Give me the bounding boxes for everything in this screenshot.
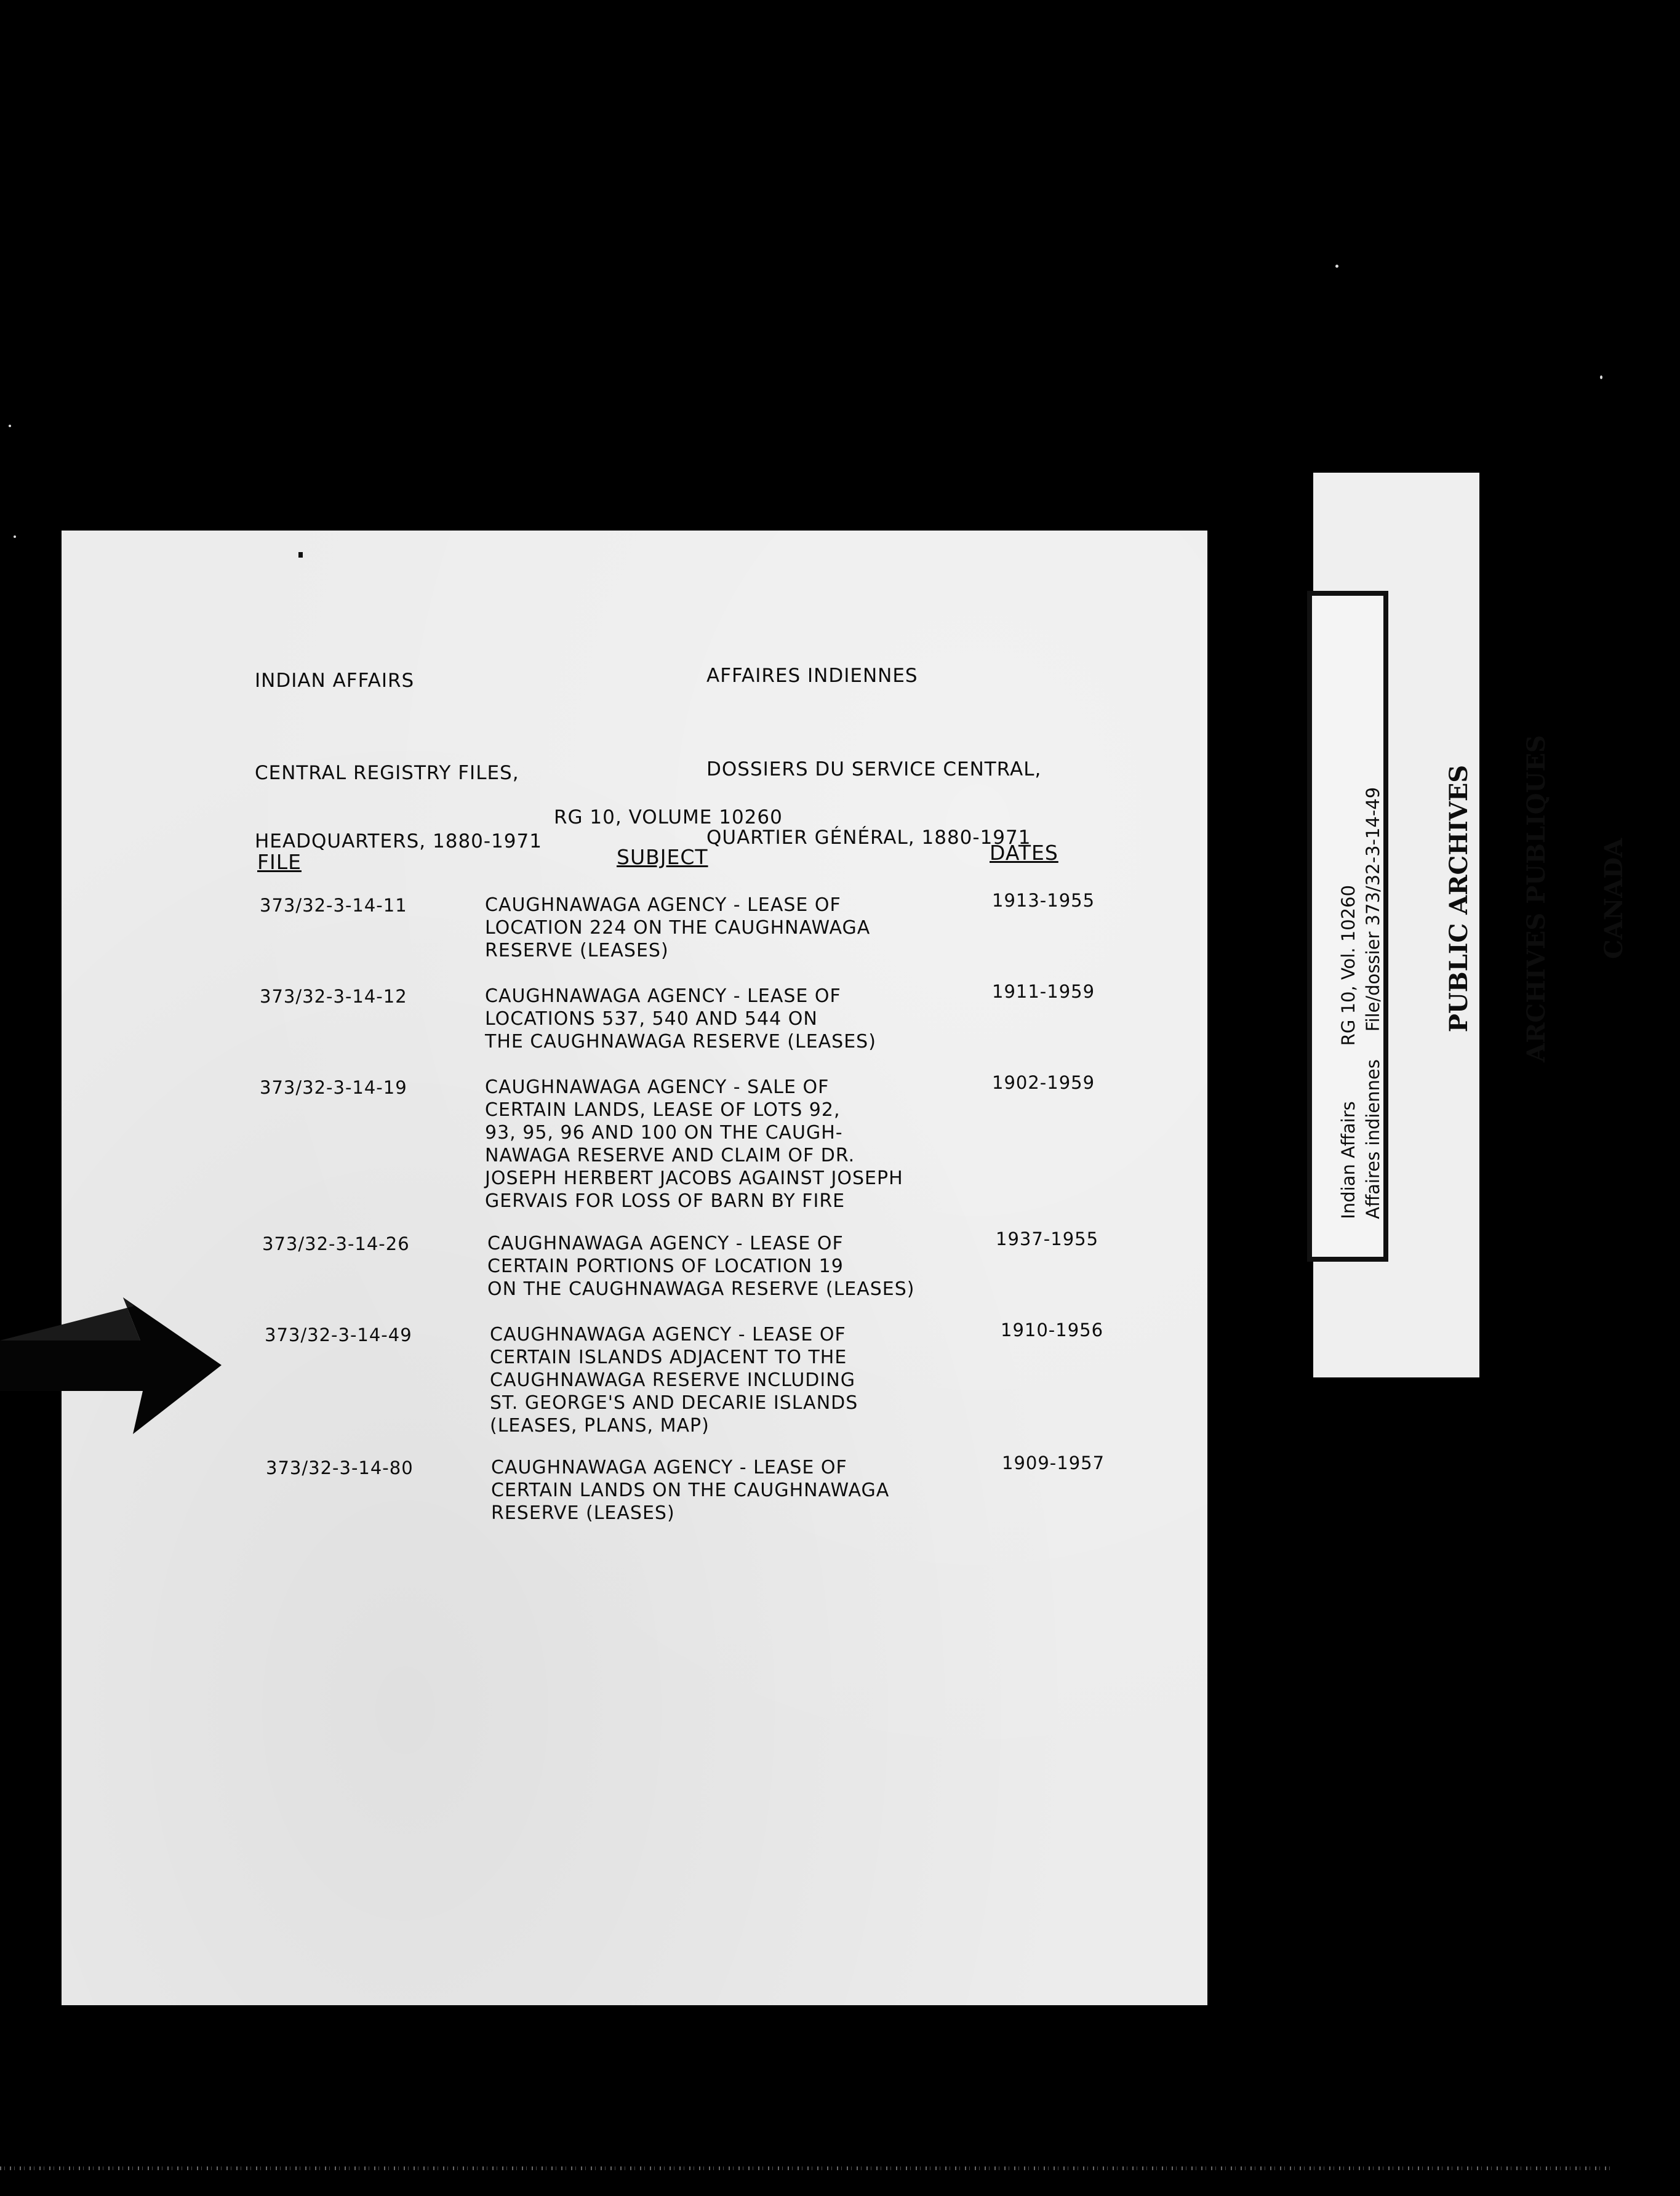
row-subject: CAUGHNAWAGA AGENCY - SALE OF CERTAIN LANDS, LEASE OF LOTS 92, 93, 95, 96 AND 100 ON THE CAUGH- NAWAGA RESERVE AND CLAIM OF DR. JOSEPH HERBERT JACOBS AGAINST JOSEPH GERVAIS FOR LOSS OF BARN BY FIRE xyxy=(485,1076,903,1212)
volume-title: RG 10, VOLUME 10260 xyxy=(554,806,783,828)
archive-line3: CANADA xyxy=(1599,838,1628,960)
table-row xyxy=(266,1453,1140,1531)
archive-line1: PUBLIC ARCHIVES xyxy=(1444,764,1473,1033)
column-header-subject: SUBJECT xyxy=(617,845,708,869)
arrow-right-icon xyxy=(0,1292,228,1440)
label-rg-volume: RG 10, Vol. 10260 xyxy=(1338,884,1359,1046)
row-file: 373/32-3-14-26 xyxy=(262,1233,410,1254)
table-row xyxy=(260,1072,1134,1219)
column-header-file: FILE xyxy=(257,850,302,874)
table-row xyxy=(260,981,1134,1060)
scan-speck xyxy=(14,535,16,538)
scan-speck xyxy=(1600,375,1602,379)
row-file: 373/32-3-14-11 xyxy=(260,895,407,916)
archive-label-box xyxy=(1307,591,1388,1262)
row-dates: 1937-1955 xyxy=(996,1228,1099,1249)
row-dates: 1909-1957 xyxy=(1002,1453,1105,1473)
document-sheet xyxy=(62,531,1207,2005)
row-dates: 1910-1956 xyxy=(1001,1320,1104,1340)
table-row xyxy=(265,1320,1138,1441)
row-file: 373/32-3-14-19 xyxy=(260,1077,407,1098)
archive-stamp xyxy=(1394,726,1679,1071)
table-row xyxy=(262,1228,1136,1307)
row-subject: CAUGHNAWAGA AGENCY - LEASE OF LOCATIONS 537, 540 AND 544 ON THE CAUGHNAWAGA RESERVE (LEASES) xyxy=(485,985,876,1052)
label-indian-affairs: Indian Affairs xyxy=(1338,1101,1359,1219)
scan-speck xyxy=(9,425,11,427)
header-english: INDIAN AFFAIRS xyxy=(255,670,415,692)
archive-line2: ARCHIVES PUBLIQUES xyxy=(1522,735,1551,1062)
row-file: 373/32-3-14-49 xyxy=(265,1324,412,1345)
row-dates: 1913-1955 xyxy=(992,890,1095,911)
row-subject: CAUGHNAWAGA AGENCY - LEASE OF LOCATION 224 ON THE CAUGHNAWAGA RESERVE (LEASES) xyxy=(485,894,871,961)
registry-french-line2: QUARTIER GÉNÉRAL, 1880-1971 xyxy=(706,827,1031,849)
scan-edge-band xyxy=(0,2166,1610,2170)
label-affaires-indiennes: Affaires indiennes xyxy=(1362,1059,1383,1219)
row-subject: CAUGHNAWAGA AGENCY - LEASE OF CERTAIN PORTIONS OF LOCATION 19 ON THE CAUGHNAWAGA RESERVE (LEASES) xyxy=(487,1233,915,1300)
row-subject: CAUGHNAWAGA AGENCY - LEASE OF CERTAIN ISLANDS ADJACENT TO THE CAUGHNAWAGA RESERVE INCLUDING ST. GEORGE'S AND DECARIE ISLANDS (LEASES, PLANS, MAP) xyxy=(490,1324,858,1437)
row-file: 373/32-3-14-80 xyxy=(266,1457,414,1478)
label-file-dossier: File/dossier 373/32-3-14-49 xyxy=(1362,787,1383,1032)
registry-english-line1: CENTRAL REGISTRY FILES, xyxy=(255,762,519,784)
paper-mark xyxy=(298,552,303,558)
registry-french xyxy=(706,713,1041,895)
table-row xyxy=(260,890,1134,969)
row-dates: 1902-1959 xyxy=(992,1072,1095,1093)
row-subject: CAUGHNAWAGA AGENCY - LEASE OF CERTAIN LANDS ON THE CAUGHNAWAGA RESERVE (LEASES) xyxy=(491,1457,890,1524)
row-dates: 1911-1959 xyxy=(992,981,1095,1002)
row-file: 373/32-3-14-12 xyxy=(260,986,407,1007)
registry-english-line2: HEADQUARTERS, 1880-1971 xyxy=(255,830,542,852)
scan-speck xyxy=(1335,265,1338,268)
header-french: AFFAIRES INDIENNES xyxy=(706,665,918,687)
registry-french-line1: DOSSIERS DU SERVICE CENTRAL, xyxy=(706,758,1042,780)
column-header-dates: DATES xyxy=(990,841,1058,865)
